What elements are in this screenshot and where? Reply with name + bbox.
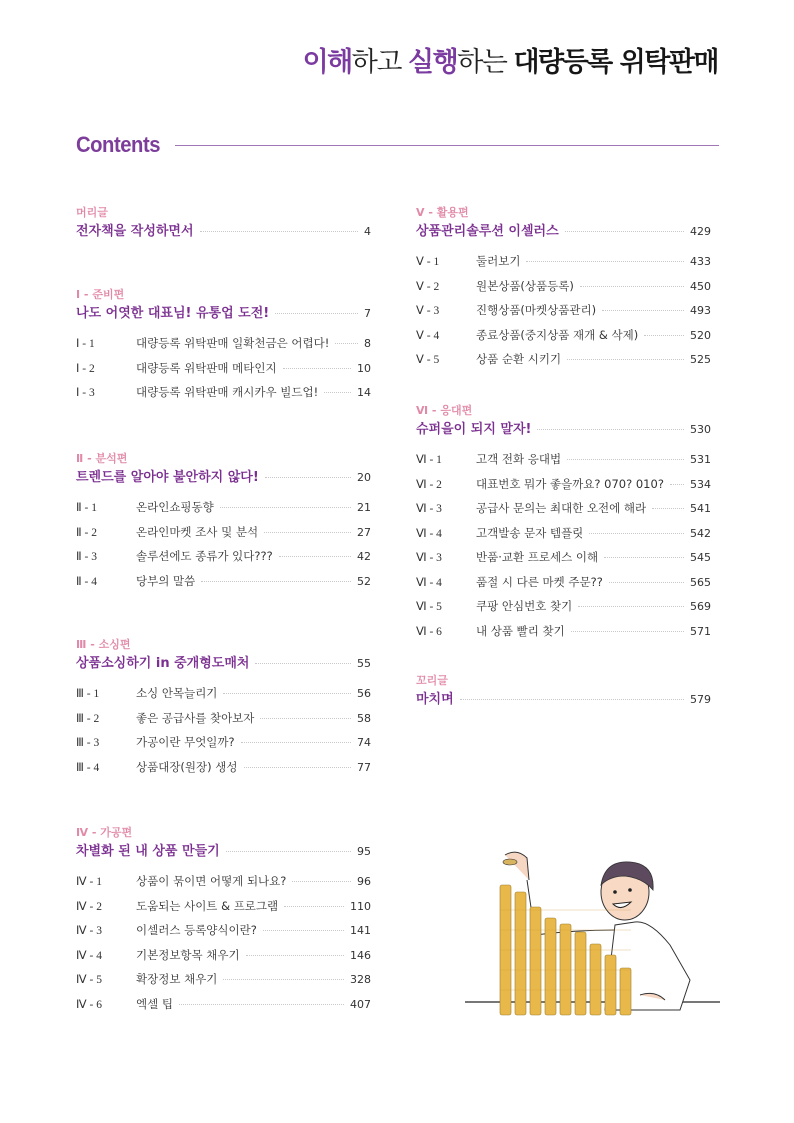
dot-leader <box>602 310 684 311</box>
section-title: 진행상품(마켓상품관리) <box>476 303 597 317</box>
section-number: Ⅵ - 4 <box>416 527 442 540</box>
dot-leader <box>263 930 344 931</box>
dot-leader <box>265 477 351 478</box>
page-number: 42 <box>357 550 371 563</box>
section-number: Ⅱ - 2 <box>76 526 97 539</box>
toc-section-entry[interactable] <box>416 447 711 472</box>
section-number: Ⅵ - 3 <box>416 503 442 515</box>
book-title-part: 대량등록 위탁판매 <box>513 47 718 78</box>
section-number: Ⅲ - 3 <box>76 737 100 749</box>
page-number: 579 <box>690 693 711 706</box>
page-number: 4 <box>364 225 371 238</box>
page-number: 534 <box>690 477 711 491</box>
section-title: 쿠팡 안심번호 찾기 <box>476 599 573 613</box>
toc-section-entry[interactable] <box>76 331 371 356</box>
toc-section-entry[interactable] <box>76 380 371 405</box>
section-number: Ⅳ - 1 <box>76 876 102 888</box>
page-number: 27 <box>357 525 371 539</box>
section-number: Ⅳ - 5 <box>76 974 102 986</box>
toc-part <box>416 673 711 717</box>
chapter-title: 슈퍼을이 되지 말자! <box>416 422 532 437</box>
section-number: Ⅴ - 4 <box>416 329 440 342</box>
toc-section-entry[interactable] <box>76 495 371 520</box>
toc-chapter-entry[interactable] <box>76 841 371 863</box>
page-number: 146 <box>350 948 371 962</box>
toc-section-entry[interactable] <box>76 943 371 968</box>
section-number: Ⅵ - 2 <box>416 478 442 491</box>
dot-leader <box>220 507 351 508</box>
dot-leader <box>284 906 344 907</box>
part-label: Ⅲ - 소싱편 <box>76 638 131 651</box>
section-title: 둘러보기 <box>476 254 521 268</box>
page-number: 7 <box>364 307 371 320</box>
book-title-part: 하는 <box>457 47 514 78</box>
toc-part <box>76 205 371 249</box>
toc-section-entry[interactable] <box>76 918 371 943</box>
dot-leader <box>652 508 684 509</box>
section-number: Ⅵ - 5 <box>416 601 442 613</box>
section-title: 품절 시 다른 마켓 주문?? <box>476 574 603 589</box>
toc-section-entry[interactable] <box>416 274 711 299</box>
page-number: 52 <box>357 574 371 588</box>
dot-leader <box>571 631 684 632</box>
toc-section-entry[interactable] <box>76 755 371 780</box>
section-number: Ⅲ - 1 <box>76 688 100 700</box>
page-number: 429 <box>690 225 711 238</box>
chapter-title: 상품관리솔루션 이셀러스 <box>416 224 559 239</box>
part-label: Ⅵ - 응대편 <box>416 404 473 417</box>
section-number: Ⅲ - 2 <box>76 712 100 725</box>
toc-section-entry[interactable] <box>416 298 711 323</box>
section-title: 소싱 안목늘리기 <box>136 686 218 700</box>
toc-section-entry[interactable] <box>416 472 711 497</box>
section-number: Ⅴ - 2 <box>416 280 440 293</box>
section-number: Ⅵ - 6 <box>416 625 442 638</box>
section-title: 이셀러스 등록양식이란? <box>136 923 257 937</box>
section-title: 고객 전화 응대법 <box>476 452 562 466</box>
divider <box>175 145 719 146</box>
part-label: Ⅴ - 활용편 <box>416 206 469 219</box>
section-title: 공급사 문의는 최대한 오전에 해라 <box>476 501 647 515</box>
dot-leader <box>567 359 684 360</box>
chapter-title: 트렌드를 알아야 불안하지 않다! <box>76 470 259 485</box>
toc-chapter-entry[interactable] <box>416 689 711 711</box>
book-title <box>303 40 718 79</box>
toc-chapter-entry[interactable] <box>76 303 371 325</box>
section-number: Ⅵ - 4 <box>416 576 442 589</box>
section-title: 상품대장(원장) 생성 <box>136 759 238 774</box>
toc-section-entry[interactable] <box>416 496 711 521</box>
page-number: 14 <box>357 386 371 399</box>
toc-section-entry[interactable] <box>416 347 711 372</box>
dot-leader <box>644 335 684 336</box>
dot-leader <box>460 699 684 700</box>
dot-leader <box>526 261 684 262</box>
page-number: 565 <box>690 575 711 589</box>
toc-section-entry[interactable] <box>76 706 371 731</box>
page-number: 531 <box>690 453 711 466</box>
contents-header <box>76 132 719 158</box>
section-number: Ⅳ - 6 <box>76 998 102 1011</box>
part-label: Ⅱ - 분석편 <box>76 452 128 465</box>
chapter-title: 나도 어엿한 대표님! 유통업 도전! <box>76 306 270 321</box>
page-number: 433 <box>690 255 711 268</box>
page-number: 96 <box>357 875 371 888</box>
page-number: 520 <box>690 328 711 342</box>
dot-leader <box>335 343 358 344</box>
section-title: 도움되는 사이트 & 프로그램 <box>136 898 279 913</box>
dot-leader <box>223 693 351 694</box>
toc-section-entry[interactable] <box>76 894 371 919</box>
page-number: 545 <box>690 551 711 564</box>
toc-part <box>76 637 371 779</box>
section-title: 기본정보항목 채우기 <box>136 947 240 962</box>
toc-chapter-entry[interactable] <box>76 221 371 243</box>
section-title: 상품 순환 시키기 <box>476 352 562 366</box>
chapter-title: 전자책을 작성하면서 <box>76 224 194 239</box>
dot-leader <box>275 313 358 314</box>
chapter-title: 마치며 <box>416 692 454 707</box>
toc-chapter-entry[interactable] <box>416 221 711 243</box>
page-number: 55 <box>357 657 371 670</box>
toc-part <box>76 825 371 1016</box>
dot-leader <box>246 955 344 956</box>
dot-leader <box>200 231 358 232</box>
dot-leader <box>578 606 684 607</box>
dot-leader <box>283 368 351 369</box>
toc-section-entry[interactable] <box>76 520 371 545</box>
section-title: 온라인마켓 조사 및 분석 <box>136 524 259 539</box>
section-title: 반품·교환 프로세스 이해 <box>476 550 599 564</box>
page-number: 10 <box>357 361 371 375</box>
dot-leader <box>580 286 684 287</box>
section-number: Ⅰ - 2 <box>76 362 95 375</box>
page-number: 77 <box>357 760 371 774</box>
page-number: 542 <box>690 526 711 540</box>
toc-section-entry[interactable] <box>416 521 711 546</box>
dot-leader <box>255 663 351 664</box>
section-title: 종료상품(중지상품 재개 & 삭제) <box>476 327 639 342</box>
dot-leader <box>226 851 351 852</box>
section-title: 엑셀 팁 <box>136 996 173 1011</box>
page-number: 541 <box>690 502 711 515</box>
page-number: 110 <box>350 899 371 913</box>
dot-leader <box>201 581 351 582</box>
page-number: 20 <box>357 471 371 484</box>
page-number: 525 <box>690 353 711 366</box>
toc-part <box>416 205 711 372</box>
dot-leader <box>244 767 352 768</box>
page-number: 95 <box>357 845 371 858</box>
page-number: 74 <box>357 736 371 749</box>
coin-stacking-illustration <box>465 850 725 1025</box>
section-title: 대표번호 뭐가 좋을까요? 070? 010? <box>476 476 664 491</box>
section-number: Ⅰ - 3 <box>76 387 95 399</box>
dot-leader <box>567 459 684 460</box>
section-title: 가공이란 무엇일까? <box>136 735 235 749</box>
chapter-title: 상품소싱하기 in 중개형도매처 <box>76 656 250 671</box>
toc-chapter-entry[interactable] <box>76 653 371 675</box>
page-number: 407 <box>350 997 371 1011</box>
toc-section-entry[interactable] <box>76 569 371 594</box>
toc-chapter-entry[interactable] <box>76 467 371 489</box>
section-number: Ⅴ - 5 <box>416 354 440 366</box>
section-number: Ⅳ - 4 <box>76 949 102 962</box>
part-label: Ⅰ - 준비편 <box>76 288 125 301</box>
chapter-title: 차별화 된 내 상품 만들기 <box>76 844 220 859</box>
dot-leader <box>537 429 684 430</box>
page-number: 141 <box>350 924 371 937</box>
toc-section-entry[interactable] <box>76 681 371 706</box>
man-stacking-coins-icon <box>465 850 725 1025</box>
page-number: 530 <box>690 423 711 436</box>
toc-section-entry[interactable] <box>76 730 371 755</box>
section-number: Ⅳ - 2 <box>76 900 102 913</box>
section-title: 대량등록 위탁판매 일확천금은 어렵다! <box>136 336 330 350</box>
section-number: Ⅲ - 4 <box>76 761 100 774</box>
toc-section-entry[interactable] <box>416 323 711 348</box>
toc-section-entry[interactable] <box>416 249 711 274</box>
section-number: Ⅳ - 3 <box>76 925 102 937</box>
toc-section-entry[interactable] <box>76 967 371 992</box>
book-title-part: 실행 <box>408 47 458 78</box>
page-number: 21 <box>357 501 371 514</box>
toc-chapter-entry[interactable] <box>416 419 711 441</box>
dot-leader <box>264 532 351 533</box>
toc-part <box>76 287 371 405</box>
section-number: Ⅱ - 3 <box>76 551 97 563</box>
part-label: 머리글 <box>76 206 108 219</box>
section-number: Ⅱ - 1 <box>76 502 97 514</box>
toc-section-entry[interactable] <box>76 544 371 569</box>
dot-leader <box>324 392 351 393</box>
section-number: Ⅵ - 1 <box>416 454 442 466</box>
section-number: Ⅵ - 3 <box>416 552 442 564</box>
page-number: 493 <box>690 304 711 317</box>
page-number: 450 <box>690 279 711 293</box>
toc-part <box>76 451 371 593</box>
book-title-part: 하고 <box>351 47 409 78</box>
page-number: 56 <box>357 687 371 700</box>
dot-leader <box>179 1004 344 1005</box>
section-title: 고객발송 문자 템플릿 <box>476 525 584 540</box>
dot-leader <box>589 533 684 534</box>
part-label: 꼬리글 <box>416 674 448 687</box>
section-title: 온라인쇼핑동향 <box>136 500 214 514</box>
dot-leader <box>565 231 684 232</box>
dot-leader <box>292 881 351 882</box>
section-number: Ⅰ - 1 <box>76 338 95 350</box>
page-number: 58 <box>357 711 371 725</box>
section-title: 대량등록 위탁판매 메타인지 <box>136 360 277 375</box>
page-number: 571 <box>690 624 711 638</box>
part-label: Ⅳ - 가공편 <box>76 826 133 839</box>
toc-section-entry[interactable] <box>76 356 371 381</box>
section-title: 솔루션에도 종류가 있다??? <box>136 549 273 563</box>
dot-leader <box>241 742 351 743</box>
section-title: 확장정보 채우기 <box>136 972 218 986</box>
dot-leader <box>279 556 351 557</box>
section-number: Ⅱ - 4 <box>76 575 97 588</box>
page-number: 569 <box>690 600 711 613</box>
section-title: 대량등록 위탁판매 캐시카우 빌드업! <box>136 385 319 399</box>
section-title: 좋은 공급사를 찾아보자 <box>136 710 255 725</box>
book-title-part: 이해 <box>302 47 352 78</box>
toc-section-entry[interactable] <box>76 992 371 1017</box>
toc-section-entry[interactable] <box>416 594 711 619</box>
section-title: 내 상품 빨리 찾기 <box>476 623 565 638</box>
toc-section-entry[interactable] <box>76 869 371 894</box>
section-title: 원본상품(상품등록) <box>476 278 574 293</box>
section-number: Ⅴ - 1 <box>416 256 440 268</box>
dot-leader <box>260 718 351 719</box>
section-title: 당부의 말씀 <box>136 573 196 588</box>
contents-title: Contents <box>76 132 161 157</box>
dot-leader <box>223 979 344 980</box>
toc-section-entry[interactable] <box>416 545 711 570</box>
toc-part <box>416 403 711 643</box>
toc-section-entry[interactable] <box>416 619 711 644</box>
page-number: 328 <box>350 973 371 986</box>
section-title: 상품이 묶이면 어떻게 되나요? <box>136 874 287 888</box>
page-number: 8 <box>364 337 371 350</box>
toc-section-entry[interactable] <box>416 570 711 595</box>
dot-leader <box>609 582 684 583</box>
section-number: Ⅴ - 3 <box>416 305 440 317</box>
dot-leader <box>604 557 684 558</box>
dot-leader <box>670 484 684 485</box>
